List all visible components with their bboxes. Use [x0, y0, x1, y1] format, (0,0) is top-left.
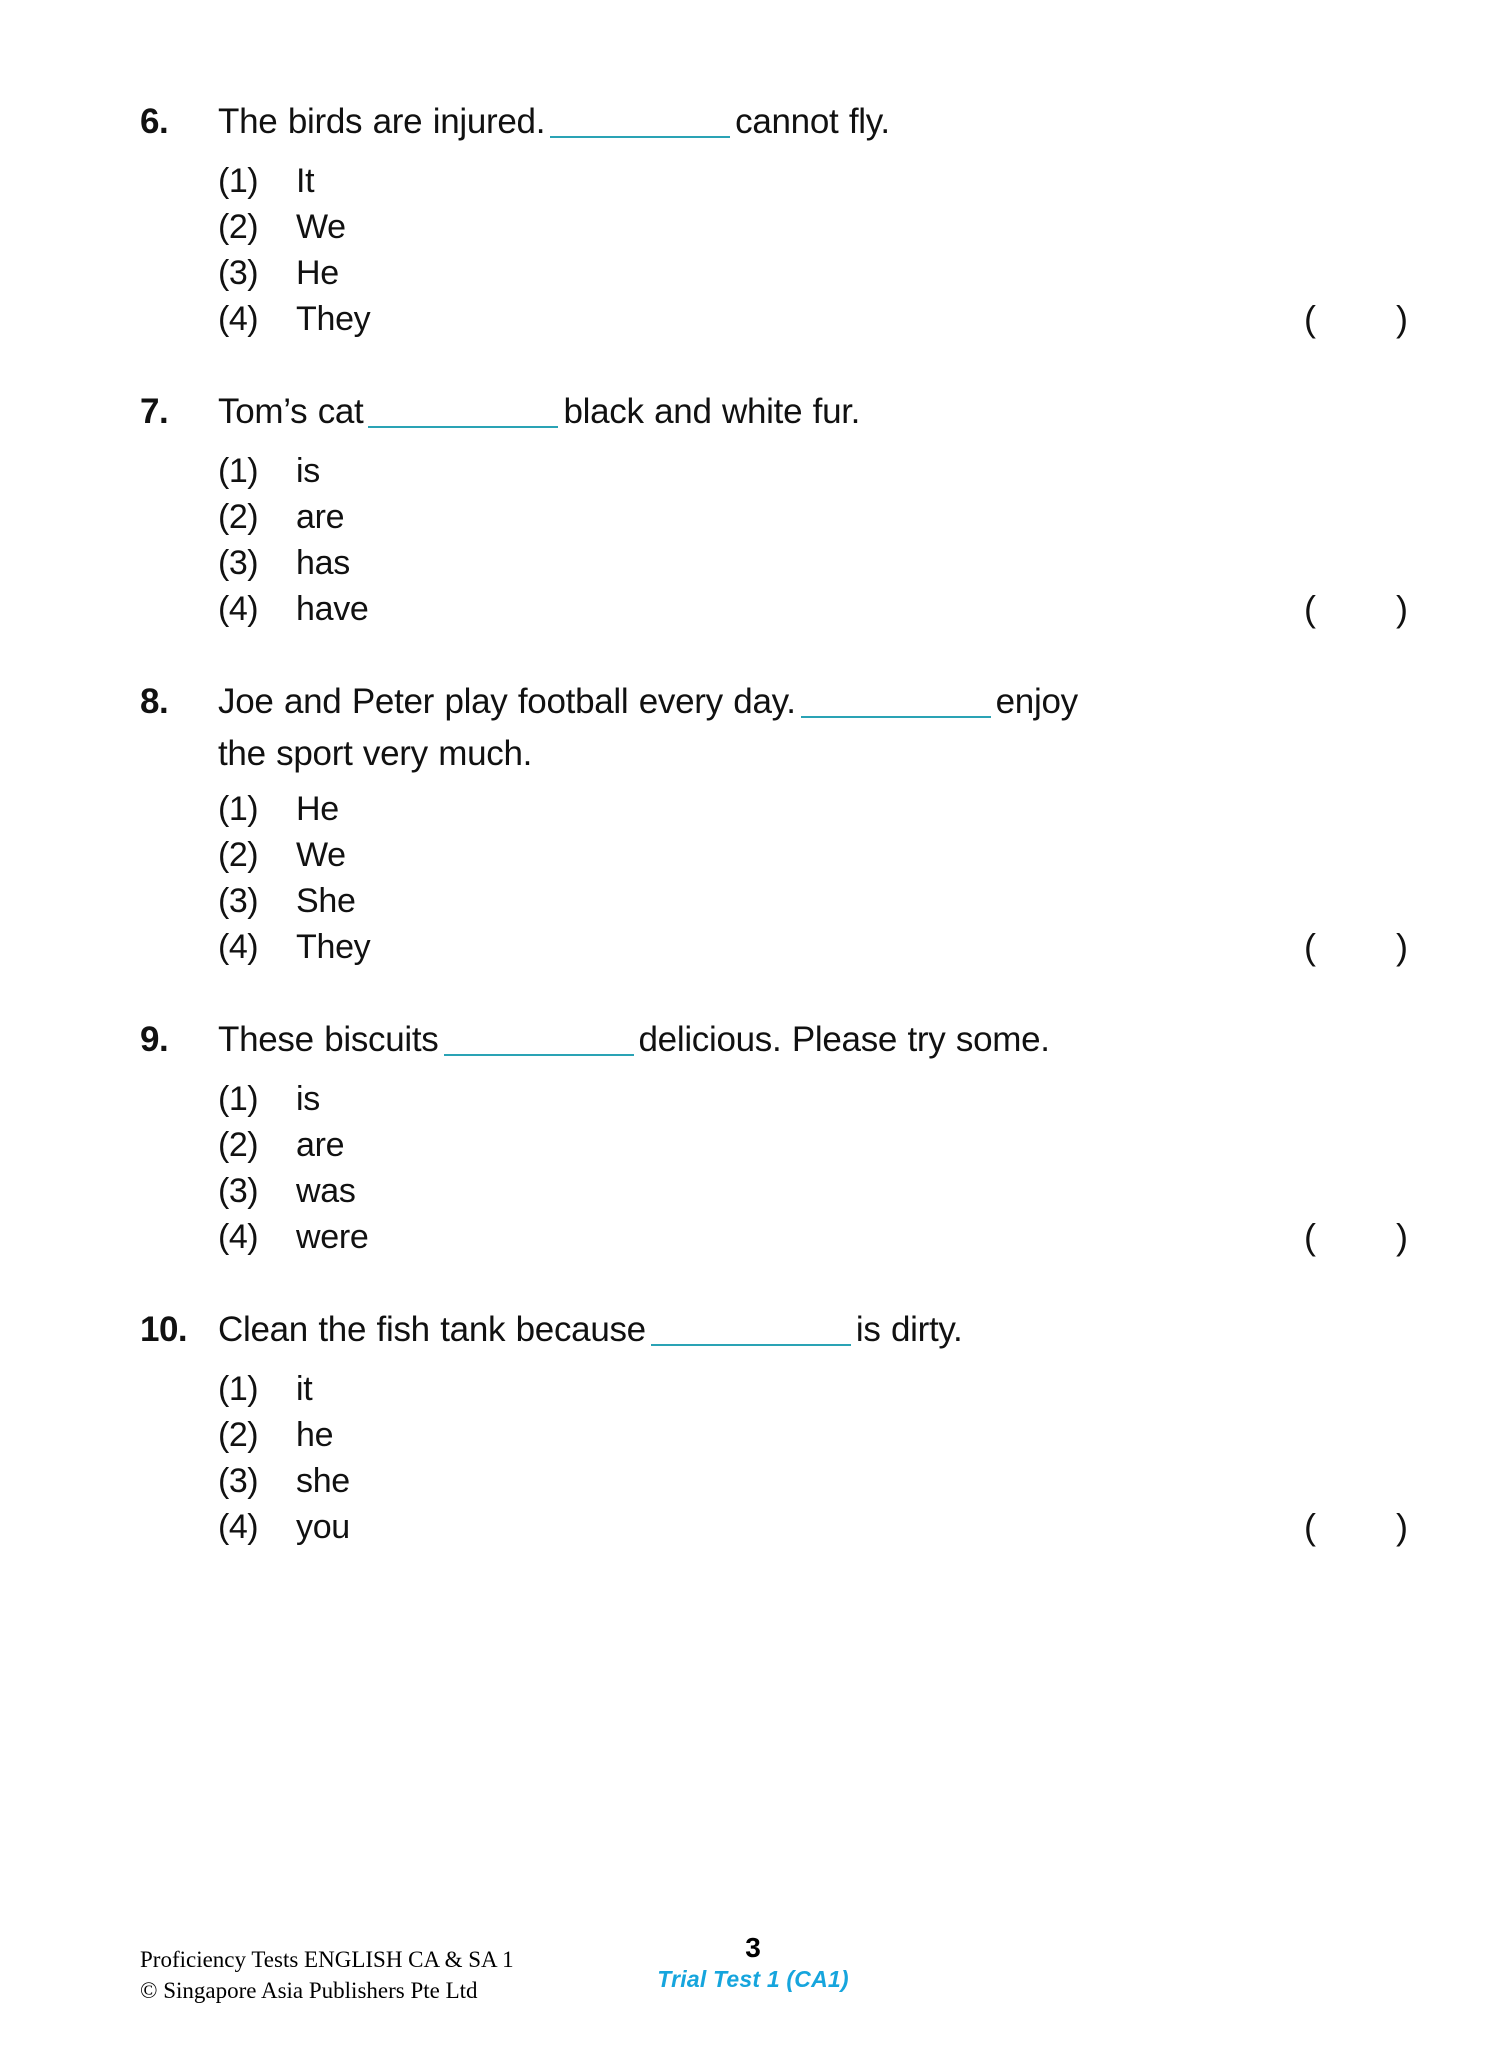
stem-before-text: Joe and Peter play football every day. — [218, 682, 796, 721]
option-number: (1) — [218, 162, 259, 200]
question-stem-9 — [140, 1014, 1370, 1070]
question-text-10 — [218, 1304, 1370, 1356]
option-label: We — [296, 208, 346, 246]
stem-before-text: Tom’s cat — [218, 392, 364, 431]
option-number: (4) — [218, 590, 259, 628]
option-label: She — [296, 882, 356, 920]
option-label: is — [296, 1080, 320, 1118]
option-row[interactable] — [218, 1412, 1370, 1458]
answer-blank-8[interactable] — [801, 686, 991, 718]
footer-center-block — [0, 1932, 1506, 1994]
answer-paren-close: ) — [1396, 298, 1410, 339]
question-block-10 — [140, 1304, 1410, 1550]
question-number-6: 6. — [140, 102, 169, 141]
stem-before-text: These biscuits — [218, 1020, 439, 1059]
option-row[interactable] — [218, 586, 1370, 632]
footer-test-label: Trial Test 1 (CA1) — [657, 1966, 849, 1992]
option-number: (3) — [218, 254, 259, 292]
answer-blank-10[interactable] — [651, 1314, 851, 1346]
option-row[interactable] — [218, 494, 1370, 540]
answer-blank-7[interactable] — [368, 396, 558, 428]
question-number-8: 8. — [140, 682, 169, 721]
option-label: They — [296, 928, 371, 966]
option-row[interactable] — [218, 1366, 1370, 1412]
option-row[interactable] — [218, 1504, 1370, 1550]
stem-before-text: The birds are injured. — [218, 102, 546, 141]
option-number: (2) — [218, 836, 259, 874]
answer-box-6[interactable] — [1304, 296, 1410, 342]
option-number: (1) — [218, 452, 259, 490]
option-row[interactable] — [218, 1076, 1370, 1122]
option-row[interactable] — [218, 1214, 1370, 1260]
option-number: (1) — [218, 1080, 259, 1118]
option-number: (1) — [218, 1370, 259, 1408]
answer-paren-close: ) — [1396, 926, 1410, 967]
option-label: It — [296, 162, 315, 200]
options-list-7 — [218, 448, 1410, 632]
option-number: (2) — [218, 1126, 259, 1164]
option-row[interactable] — [218, 448, 1370, 494]
stem-after-text: delicious. Please try some. — [638, 1020, 1050, 1059]
question-block-6 — [140, 96, 1410, 342]
option-label: has — [296, 544, 350, 582]
answer-blank-9[interactable] — [444, 1024, 634, 1056]
answer-paren-close: ) — [1396, 1216, 1410, 1257]
stem-after-text: black and white fur. — [563, 392, 861, 431]
stem-before-text: Clean the fish tank because — [218, 1310, 646, 1349]
answer-box-10[interactable] — [1304, 1504, 1410, 1550]
answer-box-9[interactable] — [1304, 1214, 1410, 1260]
option-row[interactable] — [218, 1458, 1370, 1504]
question-stem-10 — [140, 1304, 1370, 1360]
answer-paren-open: ( — [1304, 926, 1318, 967]
option-row[interactable] — [218, 1168, 1370, 1214]
option-number: (1) — [218, 790, 259, 828]
option-label: were — [296, 1218, 369, 1256]
answer-blank-6[interactable] — [550, 106, 730, 138]
question-text-6 — [218, 96, 1370, 148]
option-row[interactable] — [218, 204, 1370, 250]
options-list-6 — [218, 158, 1410, 342]
question-text-7 — [218, 386, 1370, 438]
question-stem-8 — [140, 676, 1370, 780]
answer-paren-open: ( — [1304, 1216, 1318, 1257]
option-row[interactable] — [218, 924, 1370, 970]
option-label: it — [296, 1370, 313, 1408]
question-number-10: 10. — [140, 1310, 188, 1349]
stem-after-text: cannot fly. — [735, 102, 890, 141]
option-label: He — [296, 790, 339, 828]
question-text-9 — [218, 1014, 1370, 1066]
option-number: (3) — [218, 1172, 259, 1210]
option-number: (4) — [218, 928, 259, 966]
stem-line2-text: the sport very much. — [218, 734, 533, 773]
question-number-9: 9. — [140, 1020, 169, 1059]
question-text-8 — [218, 676, 1370, 780]
footer-copyright-line: © Singapore Asia Publishers Pte Ltd — [140, 1978, 478, 2003]
option-number: (4) — [218, 1218, 259, 1256]
question-number-7: 7. — [140, 392, 169, 431]
question-block-7 — [140, 386, 1410, 632]
question-block-8 — [140, 676, 1410, 970]
option-label: you — [296, 1508, 350, 1546]
question-block-9 — [140, 1014, 1410, 1260]
option-label: He — [296, 254, 339, 292]
option-label: are — [296, 498, 345, 536]
answer-paren-close: ) — [1396, 588, 1410, 629]
answer-box-7[interactable] — [1304, 586, 1410, 632]
page-footer — [0, 1876, 1506, 2046]
option-label: she — [296, 1462, 350, 1500]
option-row[interactable] — [218, 540, 1370, 586]
option-row[interactable] — [218, 1122, 1370, 1168]
option-label: have — [296, 590, 369, 628]
option-number: (2) — [218, 208, 259, 246]
option-number: (3) — [218, 1462, 259, 1500]
options-list-8 — [218, 786, 1410, 970]
option-row[interactable] — [218, 832, 1370, 878]
option-row[interactable] — [218, 158, 1370, 204]
option-label: was — [296, 1172, 356, 1210]
answer-paren-open: ( — [1304, 298, 1318, 339]
option-row[interactable] — [218, 250, 1370, 296]
stem-after-text: enjoy — [995, 682, 1078, 721]
option-number: (3) — [218, 882, 259, 920]
question-stem-7 — [140, 386, 1370, 442]
page-number: 3 — [745, 1932, 761, 1963]
answer-paren-open: ( — [1304, 1506, 1318, 1547]
answer-box-8[interactable] — [1304, 924, 1410, 970]
footer-title-line: Proficiency Tests ENGLISH CA & SA 1 — [140, 1947, 514, 1972]
option-label: are — [296, 1126, 345, 1164]
option-label: is — [296, 452, 320, 490]
answer-paren-open: ( — [1304, 588, 1318, 629]
option-label: We — [296, 836, 346, 874]
option-number: (3) — [218, 544, 259, 582]
option-row[interactable] — [218, 296, 1370, 342]
option-number: (2) — [218, 498, 259, 536]
options-list-9 — [218, 1076, 1410, 1260]
options-list-10 — [218, 1366, 1410, 1550]
answer-paren-close: ) — [1396, 1506, 1410, 1547]
questions-container — [140, 96, 1410, 1594]
option-number: (4) — [218, 300, 259, 338]
option-number: (2) — [218, 1416, 259, 1454]
stem-after-text: is dirty. — [855, 1310, 963, 1349]
option-row[interactable] — [218, 878, 1370, 924]
option-label: he — [296, 1416, 334, 1454]
option-number: (4) — [218, 1508, 259, 1546]
option-label: They — [296, 300, 371, 338]
question-stem-6 — [140, 96, 1370, 152]
option-row[interactable] — [218, 786, 1370, 832]
